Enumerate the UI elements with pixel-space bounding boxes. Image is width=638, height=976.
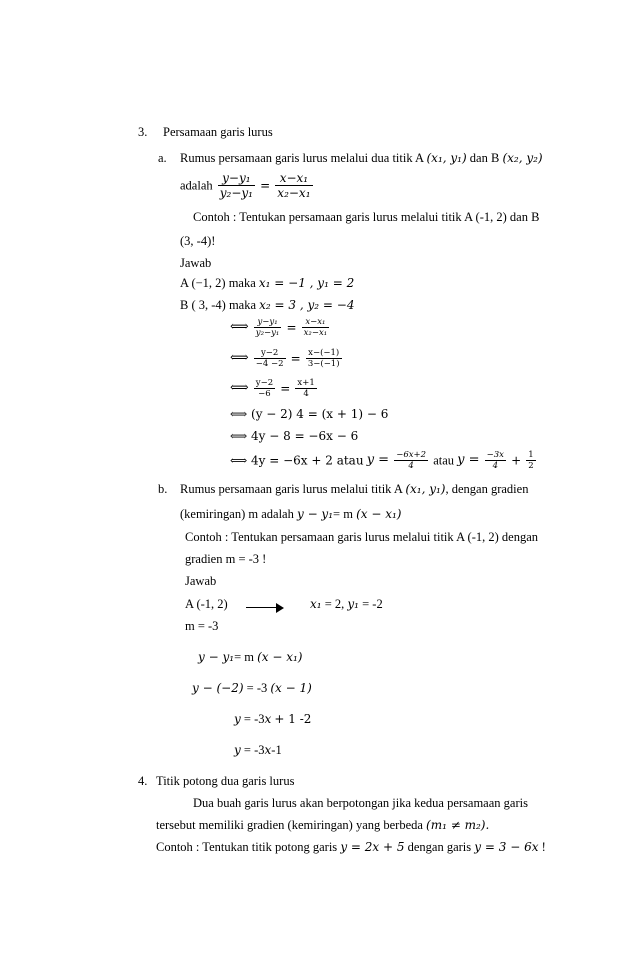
s2-eq: = -3 [246,681,268,695]
sub-b-intro-text: Rumus persamaan garis lurus melalui titik A [180,482,403,496]
step3-left-num: y−2 [255,378,274,388]
derivation-step-5: ⟺ 4y − 8 = −6x − 6 [230,429,359,443]
step-b-math: x₂ = 3 , y₂ = −4 [259,298,355,312]
step3-equals: = [280,381,291,396]
step6-plus: + [511,453,522,468]
step1-right-den: x₂−x₁ [303,328,328,338]
given-point: A (-1, 2) [185,597,228,611]
step6-fraction-1 [394,450,428,471]
sub-b-point: (x₁, y₁) [405,482,446,496]
sub-b-line2 [180,506,401,522]
section-3-number: 3. [138,125,148,139]
s4-x: x [264,743,272,757]
jawab-b: Jawab [185,574,217,588]
step6-f3-num: 1 [528,450,534,460]
sub-b-line2-right: (x − x₁) [356,507,402,521]
sub-b-step-3 [234,711,311,727]
step1-right-num: x−x₁ [302,317,330,328]
step1-right-fraction [302,317,330,338]
step2-right-fraction [306,348,342,369]
example-a-line1: Contoh : Tentukan persamaan garis lurus melalui titik A (-1, 2) dan B [193,210,540,224]
step1-left-num: y−y₁ [254,317,282,328]
step2-right-num: x−(−1) [306,348,342,359]
step3-left-den: −6 [258,389,271,399]
example-b-line2: gradien m = -3 ! [185,552,267,566]
formula-right-numerator: x−x₁ [275,171,312,186]
step2-equals: = [290,351,301,366]
step3-right-den: 4 [303,389,309,399]
step1-left-fraction [254,317,282,338]
step6-y-eq: y = [366,452,390,468]
adalah-text: adalah [180,178,213,193]
step6-f2-num: −3x [486,450,504,460]
s2-right: (x − 1) [270,681,312,695]
sub-b-step-1 [198,649,303,665]
given-result [310,596,383,612]
s3-mid: = -3 [243,712,265,726]
sub-b-line2-left: y − y₁ [296,507,334,521]
step2-left-num: y−2 [254,348,286,359]
two-point-formula [180,171,315,200]
s4-mid: = -3 [243,743,265,757]
jawab-a: Jawab [180,256,212,270]
formula-left-numerator: y−y₁ [218,171,255,186]
sub-b-line2-eq: = m [333,507,353,521]
step3-right-fraction [295,378,316,399]
example-b-line1: Contoh : Tentukan persamaan garis lurus melalui titik A (-1, 2) dengan [185,530,538,544]
s3-right: + 1 -2 [274,712,312,726]
example4-end: ! [541,840,546,854]
s1-left: y − y₁ [198,650,235,664]
step6-f2-den: 4 [492,461,499,471]
given-x1: x₁ [310,597,322,611]
step6-f1-den: 4 [408,461,414,471]
step3-left-fraction [254,378,275,399]
section-4-para-line2 [156,817,489,833]
s1-right: (x − x₁) [257,650,303,664]
sub-a-intro-text: Rumus persamaan garis lurus melalui dua titik A [180,151,424,165]
step2-left-fraction [254,348,286,369]
derivation-step-2 [230,348,344,369]
given-y1-value: = -2 [362,597,383,611]
s1-eq: = m [234,650,254,664]
step6-fraction-2 [485,450,506,471]
step6-start: ⟺ 4y = −6x + 2 atau [230,453,364,468]
formula-equals: = [260,178,271,193]
formula-left-fraction [218,171,255,200]
step-a-point [180,275,354,291]
point-b-coords: (x₂, y₂) [502,151,543,165]
iff-icon: ⟺ [230,350,249,366]
step1-equals: = [286,320,297,335]
derivation-step-1 [230,317,331,338]
step6-f3-den: 2 [528,461,534,471]
step2-right-den: 3−(−1) [307,359,340,369]
step6-y-eq-2: y = [457,452,480,468]
sub-b-marker: b. [158,482,168,496]
example4-text2: dengan garis [407,840,472,854]
sub-b-line2-text: (kemiringan) m adalah [180,507,294,521]
and-text: dan B [469,151,500,165]
section-4-para-line1: Dua buah garis lurus akan berpotongan jika kedua persamaan garis [193,796,528,810]
arrow-right-icon [246,599,284,615]
derivation-step-4: ⟺ (y − 2) 4 = (x + 1) − 6 [230,407,389,421]
section-4-example [156,839,546,855]
iff-icon: ⟺ [230,380,249,396]
step2-left-den: −4 −2 [255,359,284,369]
example4-math1: y = 2x + 5 [340,840,405,854]
step-a-math: x₁ = −1 , y₁ = 2 [258,276,355,290]
s4-left: y [234,743,241,757]
example4-text1: Contoh : Tentukan titik potong garis [156,840,338,854]
sub-b-intro-end: , dengan gradien [445,482,529,496]
section-4-title: Titik potong dua garis lurus [156,774,295,788]
step-a-prefix: A (−1, 2) maka [180,276,256,290]
derivation-step-3 [230,378,319,399]
formula-left-denominator: y₂−y₁ [219,186,253,200]
formula-right-denominator: x₂−x₁ [277,186,311,200]
s2-left: y − (−2) [192,681,244,695]
example-a-line2: (3, -4)! [180,234,216,248]
step6-f1-num: −6x+2 [396,450,427,460]
sub-b-intro [180,481,528,497]
step-b-prefix: B ( 3, -4) maka [180,298,257,312]
step-b-point [180,297,354,313]
step6-fraction-3 [526,450,535,471]
step3-right-num: x+1 [297,378,315,388]
sub-a-intro [180,150,543,166]
sub-b-step-4 [234,742,282,758]
derivation-step-6 [230,450,538,471]
step6-atau: atau [433,453,455,468]
section-4-number: 4. [138,774,148,788]
m-value: m = -3 [185,619,219,633]
para-line2-math: (m₁ ≠ m₂). [426,818,490,832]
given-y1: y₁ [347,597,359,611]
sub-a-marker: a. [158,151,167,165]
s4-right: -1 [271,743,282,757]
section-3-title: Persamaan garis lurus [163,125,273,139]
formula-right-fraction [275,171,312,200]
point-a-coords: (x₁, y₁) [426,151,467,165]
iff-icon: ⟺ [230,319,249,335]
given-x1-value: = 2, [324,597,345,611]
para-line2-text: tersebut memiliki gradien (kemiringan) yang berbeda [156,818,423,832]
example4-math2: y = 3 − 6x [474,840,539,854]
step1-left-den: y₂−y₁ [255,328,280,338]
s3-x: x [264,712,272,726]
sub-b-step-2 [192,680,312,696]
s3-left: y [234,712,241,726]
